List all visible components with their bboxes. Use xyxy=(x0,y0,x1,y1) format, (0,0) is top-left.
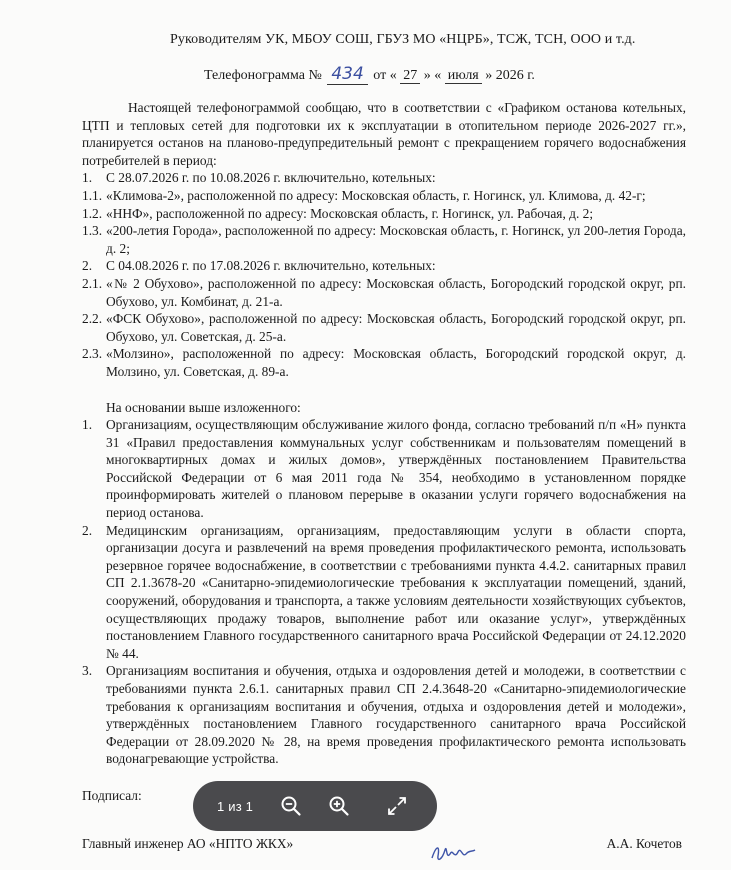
period-item-number: 2.2. xyxy=(82,311,103,327)
period-item xyxy=(82,310,686,345)
phonogram-month: июля xyxy=(445,68,482,84)
period-item-text: «ФСК Обухово», расположенной по адресу: Московская область, Богородский городской округ, рп. Обухово, ул. Советская, д. 25-а. xyxy=(106,311,686,344)
shutdown-periods-list xyxy=(82,169,686,380)
period-item-text: С 28.07.2026 г. по 10.08.2026 г. включительно, котельных: xyxy=(106,170,436,186)
phonogram-header xyxy=(204,64,624,85)
document-body xyxy=(82,99,686,768)
phonogram-month-open: » « xyxy=(423,68,442,83)
signer-name: А.А. Кочетов xyxy=(606,836,682,851)
period-item xyxy=(82,222,686,257)
pdf-viewer-toolbar xyxy=(193,781,437,831)
period-item-text: С 04.08.2026 г. по 17.08.2026 г. включительно, котельных: xyxy=(106,258,436,274)
period-item-text: «№ 2 Обухово», расположенной по адресу: Московская область, Богородский городской округ, рп. Обухово, ул. Комбинат, д. 21-а. xyxy=(106,275,686,309)
requirement-item-number: 1. xyxy=(82,417,93,433)
requirements-list xyxy=(82,416,686,768)
requirement-item-number: 3. xyxy=(82,663,93,679)
requirement-item-text: Медицинским организациям, организациям, предоставляющим услуги в области спорта, организации досуга и развлечений на время проведения профилактического ремонта, использовать резервное горячее водоснабжение, в соответствии с требованиями пункта 4.4.2. санитарных правил СП 2.1.3678-20 «Санитарно-эпидемиологические требования к эксплуатации помещений, зданий, сооружений, оборудования и транспорта, а также условиям деятельности хозяйствующих субъектов, осуществляющих продажу товаров, выполнение работ или оказание услуг», утверждённых постановлением Главного государственного санитарного врача Российской Федерации от 24.12.2020 № 44. xyxy=(106,522,686,661)
phonogram-number: 434 xyxy=(327,64,367,85)
period-item-text: «ННФ», расположенной по адресу: Московская область, г. Ногинск, ул. Рабочая, д. 2; xyxy=(106,205,594,221)
period-item xyxy=(82,205,686,223)
phonogram-from: от « xyxy=(373,68,397,83)
requirement-item-text: Организациям воспитания и обучения, отдыха и оздоровления детей и молодежи, в соответствии с требованиями пункта 2.6.1. санитарных правил СП 2.4.3648-20 «Санитарно-эпидемиологические требования к организациям воспитания и обучения, отдыха и оздоровления детей и молодежи», утверждённых постановлением Главного государственного санитарного врача Российской Федерации от 28.09.2020 № 28, на время проведения профилактического ремонта использовать водонагревающие устройства. xyxy=(106,663,686,767)
period-item xyxy=(82,345,686,380)
period-item-number: 2.1. xyxy=(82,275,103,291)
period-item-number: 2. xyxy=(82,258,93,274)
period-item-text: «Климова-2», расположенной по адресу: Московская область, г. Ногинск, ул. Климова, д. 42-г; xyxy=(106,187,646,203)
period-item xyxy=(82,187,686,205)
phonogram-year: » 2026 г. xyxy=(485,68,535,83)
handwritten-signature xyxy=(428,836,478,866)
signed-label: Подписал: xyxy=(82,788,142,803)
phonogram-day: 27 xyxy=(400,68,420,84)
zoom-in-button[interactable] xyxy=(321,788,357,824)
addressee-line: Руководителям УК, МБОУ СОШ, ГБУЗ МО «НЦРБ», ТСЖ, ТСН, ООО и т.д. xyxy=(170,32,636,47)
basis-line: На основании выше изложенного: xyxy=(106,399,301,415)
zoom-out-icon xyxy=(280,795,302,817)
period-item-number: 2.3. xyxy=(82,346,103,362)
requirement-item-number: 2. xyxy=(82,522,93,538)
fullscreen-button[interactable] xyxy=(379,788,415,824)
fullscreen-icon xyxy=(386,795,408,817)
period-item-number: 1. xyxy=(82,170,93,186)
requirement-item xyxy=(82,522,686,663)
period-item xyxy=(82,169,686,187)
zoom-out-button[interactable] xyxy=(273,788,309,824)
period-item-text: «Молзино», расположенной по адресу: Московская область, Богородский городской округ, д. Молзино, ул. Советская, д. 89-а. xyxy=(106,346,686,379)
requirement-item xyxy=(82,416,686,522)
signer-position: Главный инженер АО «НПТО ЖКХ» xyxy=(82,836,294,851)
phonogram-prefix: Телефонограмма № xyxy=(204,68,322,83)
requirement-item-text: Организациям, осуществляющим обслуживание жилого фонда, согласно требований п/п «Н» пункта 31 «Правил предоставления коммунальных услуг собственникам и пользователям помещений в многоквартирных домах и жилых домов», утверждённых постановлением Правительства Российской Федерации от 6 мая 2011 года № 354, необходимо в установленном порядке проинформировать жителей о плановом перерыве в оказании услуги горячего водоснабжения на период останова. xyxy=(106,417,686,521)
page-indicator: 1 из 1 xyxy=(217,798,254,814)
zoom-in-icon xyxy=(328,795,350,817)
period-item-number: 1.1. xyxy=(82,187,103,203)
signature-line xyxy=(82,836,682,852)
period-item-number: 1.3. xyxy=(82,223,103,239)
intro-paragraph: Настоящей телефонограммой сообщаю, что в соответствии с «Графиком останова котельных, ЦТП и тепловых сетей для подготовки их к эксплуатации в отопительном периоде 2026-2027 гг.», планируется останов на планово-предупредительный ремонт с прекращением горячего водоснабжения потребителей в период: xyxy=(82,100,686,168)
period-item xyxy=(82,257,686,275)
period-item xyxy=(82,275,686,310)
requirement-item xyxy=(82,662,686,768)
period-item-number: 1.2. xyxy=(82,205,103,221)
period-item-text: «200-летия Города», расположенной по адресу: Московская область, г. Ногинск, ул 200-летия Города, д. 2; xyxy=(106,223,686,256)
